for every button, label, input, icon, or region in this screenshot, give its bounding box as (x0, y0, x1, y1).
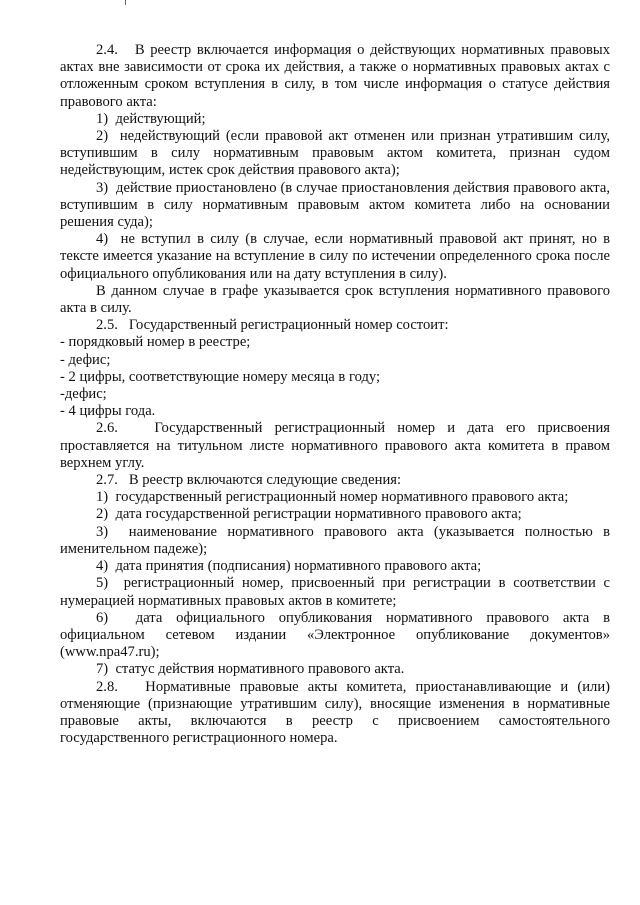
list-item: -дефис; (60, 386, 107, 403)
paragraph-2-4: 2.4. В реестр включается информация о действующих нормативных правовых актах вне зависимости от срока их действия, а также о нормативных правовых актах с отложенным сроком вступления в силу, в том числе информация о статусе действия правового акта: (60, 42, 610, 110)
list-item: 4) дата принятия (подписания) нормативного правового акта; (96, 558, 482, 575)
list-item: 1) государственный регистрационный номер нормативного правового акта; (96, 489, 569, 506)
list-item: 1) действующий; (96, 110, 206, 127)
list-item: 2) недействующий (если правовой акт отменен или признан утратившим силу, вступившим в силу нормативным правовым актом комитета, признан судом недействующим, истек срок действия правового акта); (60, 128, 610, 179)
list-item: 7) статус действия нормативного правового акта. (96, 661, 405, 678)
list-item: 6) дата официального опубликования нормативного правового акта в официальном сетевом издании «Электронное опубликование документов» (www.npa47.ru); (60, 609, 610, 661)
list-item: 3) действие приостановлено (в случае приостановления действия правового акта, вступившим в силу нормативным правовым актом комитета либо на основании решения суда); (60, 179, 610, 231)
list-item: 2) дата государственной регистрации нормативного правового акта; (96, 506, 522, 523)
list-item: - дефис; (60, 351, 111, 368)
list-item: 5) регистрационный номер, присвоенный при регистрации в соответствии с нумерацией нормативных правовых актов в комитете; (60, 575, 610, 609)
paragraph-2-7: 2.7. В реестр включаются следующие сведения: (96, 472, 402, 489)
list-item: - 4 цифры года. (60, 403, 156, 420)
list-item: 4) не вступил в силу (в случае, если нормативный правовой акт принят, но в тексте имеется указание на вступление в силу по истечении определенного срока после официального опубликования или на дату вступления в силу). (60, 231, 610, 282)
list-item: 3) наименование нормативного правового акта (указывается полностью в именительном падеже); (60, 523, 610, 557)
list-item: - 2 цифры, соответствующие номеру месяца в году; (60, 368, 381, 385)
paragraph-2-5: 2.5. Государственный регистрационный номер состоит: (96, 317, 449, 334)
scan-mark (125, 0, 126, 5)
paragraph-2-8: 2.8. Нормативные правовые акты комитета, приостанавливающие и (или) отменяющие (признающие утратившим силу), вносящие изменения в нормативные правовые акты, включаются в реестр с присвоением самостоятельного государственного регистрационного номера. (60, 678, 610, 747)
paragraph-note: В данном случае в графе указывается срок вступления нормативного правового акта в силу. (60, 282, 610, 317)
document-body (60, 42, 610, 747)
paragraph-2-6: 2.6. Государственный регистрационный номер и дата его присвоения проставляется на титульном листе нормативного правового акта комитета в правом верхнем углу. (60, 420, 610, 471)
list-item: - порядковый номер в реестре; (60, 334, 251, 351)
